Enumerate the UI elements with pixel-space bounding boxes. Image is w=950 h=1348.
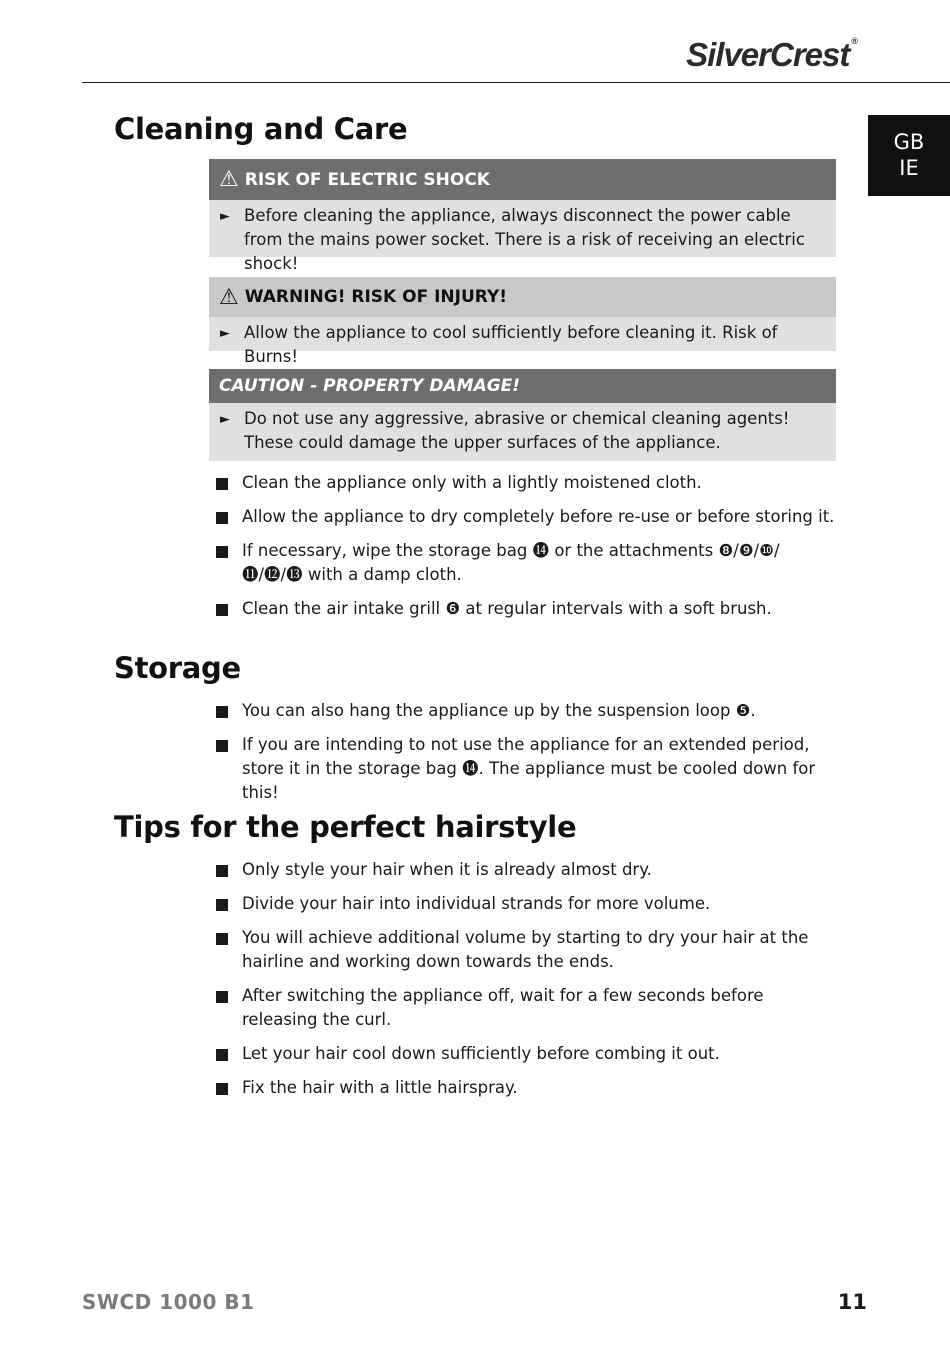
language-tab xyxy=(868,115,950,196)
caution-property-heading: CAUTION - PROPERTY DAMAGE! xyxy=(219,376,521,396)
warning-injury-box xyxy=(209,277,836,366)
list-item-text: Only style your hair when it is already almost dry. xyxy=(242,860,652,879)
risk-electric-shock-box xyxy=(209,159,836,273)
square-bullet-icon xyxy=(216,478,228,490)
risk-electric-shock-heading: RISK OF ELECTRIC SHOCK xyxy=(244,169,490,190)
list-item xyxy=(216,699,836,723)
caution-property-body xyxy=(209,403,836,461)
list-item-text: Clean the appliance only with a lightly moistened cloth. xyxy=(242,473,702,492)
list-item-text: You will achieve additional volume by starting to dry your hair at the hairline and working down towards the ends. xyxy=(242,928,809,971)
square-bullet-icon xyxy=(216,1083,228,1095)
list-item-text: Allow the appliance to dry completely before re-use or before storing it. xyxy=(242,507,835,526)
square-bullet-icon xyxy=(216,1049,228,1061)
language-code-gb: GB xyxy=(893,130,925,154)
list-item-text: Clean the air intake grill ❻ at regular intervals with a soft brush. xyxy=(242,599,772,618)
list-item-text: If you are intending to not use the appliance for an extended period, store it in the storage bag ⓮. The appliance must be cooled down for this! xyxy=(242,735,816,802)
header-rule xyxy=(82,82,950,83)
list-item xyxy=(216,471,836,495)
warning-injury-heading: WARNING! RISK OF INJURY! xyxy=(244,287,508,307)
page-number: 11 xyxy=(837,1290,867,1314)
cleaning-list xyxy=(216,471,836,631)
list-item xyxy=(216,984,836,1032)
arrow-bullet-icon: ► xyxy=(220,326,230,341)
caution-property-header xyxy=(209,369,836,403)
list-item xyxy=(216,1042,836,1066)
list-item-text: If necessary, wipe the storage bag ⓮ or the attachments ❽/❾/❿/⓫/⓬/⓭ with a damp cloth. xyxy=(242,541,780,584)
caution-property-text: Do not use any aggressive, abrasive or chemical cleaning agents! These could damage the upper surfaces of the appliance. xyxy=(244,409,790,452)
square-bullet-icon xyxy=(216,512,228,524)
square-bullet-icon xyxy=(216,546,228,558)
warning-injury-body xyxy=(209,317,836,366)
list-item xyxy=(216,597,836,621)
list-item xyxy=(216,1076,836,1100)
section-title-storage: Storage xyxy=(114,651,241,685)
section-title-cleaning: Cleaning and Care xyxy=(114,112,408,146)
registered-mark: ® xyxy=(851,36,857,46)
square-bullet-icon xyxy=(216,740,228,752)
risk-electric-shock-body xyxy=(209,200,836,273)
square-bullet-icon xyxy=(216,991,228,1003)
list-item-text: Let your hair cool down sufficiently before combing it out. xyxy=(242,1044,720,1063)
list-item xyxy=(216,858,836,882)
list-item-text: Fix the hair with a little hairspray. xyxy=(242,1078,518,1097)
list-item-text: After switching the appliance off, wait for a few seconds before releasing the curl. xyxy=(242,986,764,1029)
list-item-text: Divide your hair into individual strands for more volume. xyxy=(242,894,711,913)
brand-name: SilverCrest xyxy=(686,36,850,73)
warning-injury-text: Allow the appliance to cool sufficiently before cleaning it. Risk of Burns! xyxy=(244,323,778,366)
list-item-text: You can also hang the appliance up by the suspension loop ❺. xyxy=(242,701,756,720)
tips-list xyxy=(216,858,836,1110)
section-title-tips: Tips for the perfect hairstyle xyxy=(114,810,577,844)
warning-injury-header xyxy=(209,277,836,317)
storage-list xyxy=(216,699,836,815)
square-bullet-icon xyxy=(216,899,228,911)
risk-electric-shock-text: Before cleaning the appliance, always disconnect the power cable from the mains power socket. There is a risk of receiving an electric shock! xyxy=(244,206,805,273)
list-item xyxy=(216,892,836,916)
list-item xyxy=(216,505,836,529)
warning-triangle-icon: ⚠ xyxy=(219,284,239,310)
square-bullet-icon xyxy=(216,604,228,616)
arrow-bullet-icon: ► xyxy=(220,412,230,427)
caution-property-box xyxy=(209,369,836,461)
warning-triangle-icon: ⚠ xyxy=(219,167,239,192)
list-item xyxy=(216,733,836,805)
arrow-bullet-icon: ► xyxy=(220,209,230,224)
square-bullet-icon xyxy=(216,865,228,877)
risk-electric-shock-header xyxy=(209,159,836,200)
model-number: SWCD 1000 B1 xyxy=(82,1290,255,1314)
square-bullet-icon xyxy=(216,706,228,718)
square-bullet-icon xyxy=(216,933,228,945)
language-code-ie: IE xyxy=(899,156,919,180)
brand-logo xyxy=(686,36,857,74)
list-item xyxy=(216,539,836,587)
list-item xyxy=(216,926,836,974)
